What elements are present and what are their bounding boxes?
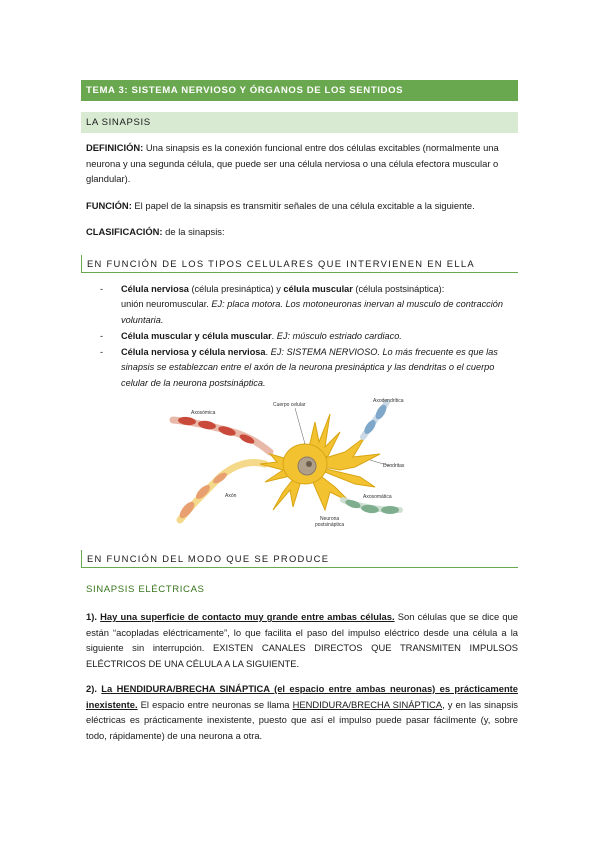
section-heading-cell-types: EN FUNCIÓN DE LOS TIPOS CELULARES QUE INTERVIENEN EN ELLA xyxy=(81,255,518,273)
item-text-2: (célula postsináptica): xyxy=(352,284,445,294)
postsynaptic-neuron xyxy=(260,414,380,510)
section-heading-mode: EN FUNCIÓN DEL MODO QUE SE PRODUCE xyxy=(81,550,518,568)
label-axon: Axón xyxy=(225,493,237,499)
definition-label: DEFINICIÓN: xyxy=(86,142,144,153)
bullet-dash: - xyxy=(100,284,104,294)
axon-left xyxy=(177,463,265,521)
label-postsynaptic-2: postsináptica xyxy=(315,522,345,528)
list-item xyxy=(100,345,518,391)
red-presynaptic-axon xyxy=(173,416,270,452)
item-bold-1: Célula nerviosa y célula nerviosa xyxy=(121,347,266,358)
label-dendrites: Dendritas xyxy=(383,463,405,469)
bullet-dash: - xyxy=(100,347,104,358)
label-axodendritic: Axodendrítica xyxy=(373,398,404,404)
subtopic-banner: LA SINAPSIS xyxy=(81,112,518,133)
item-bold-1: Célula muscular y célula muscular xyxy=(121,330,272,341)
point-2-text-2: , y en las sinapsis eléctricas es prácticamente inexistente, puesto que así el impulso puede pasar fácilmente (y, sobre todo, rápidamente) de una neurona a otra. xyxy=(86,698,518,741)
item-text-3: unión neuromuscular. xyxy=(121,299,212,310)
electrical-point-2 xyxy=(86,681,518,743)
item-text-1: (célula presináptica) y xyxy=(188,284,284,294)
function-paragraph xyxy=(86,198,518,214)
point-1-number: 1). xyxy=(86,611,101,622)
definition-text: Una sinapsis es la conexión funcional entre dos células excitables (normalmente una neurona y una segunda célula, que puede ser una célula nerviosa o una célula efectora muscular o glandular). xyxy=(86,142,499,184)
electrical-synapse-heading: SINAPSIS ELÉCTRICAS xyxy=(86,584,205,595)
blue-axodendritic-axon xyxy=(362,402,388,437)
item-text-1: . xyxy=(271,330,277,341)
point-1-text: Son células que se dice que están “acopladas eléctricamente”, lo que facilita el paso del impulso eléctrico desde una célula a la siguiente sin interrupción. EXISTEN CANALES DIRECTOS QUE TRANSMITEN IMPULSOS ELÉCTRICOS DE UNA CÉLULA A LA SIGUIENTE. xyxy=(86,611,518,669)
synapse-diagram xyxy=(165,392,440,532)
point-2-number: 2). xyxy=(86,683,102,694)
point-1-underlined: Hay una superficie de contacto muy grande entre ambas células. xyxy=(100,611,395,622)
list-item xyxy=(100,329,518,344)
label-axosomatic-top: Axosómica xyxy=(191,410,216,416)
item-example: EJ: placa motora. Los motoneuronas inervan al musculo de contracción voluntaria. xyxy=(121,299,504,325)
cell-type-list xyxy=(100,282,518,391)
classification-label: CLASIFICACIÓN: xyxy=(86,226,163,237)
topic-title-banner: TEMA 3: SISTEMA NERVIOSO Y ÓRGANOS DE LOS SENTIDOS xyxy=(81,80,518,101)
green-axosomatic-axon xyxy=(343,498,400,514)
bullet-dash: - xyxy=(100,330,104,341)
definition-paragraph xyxy=(86,140,518,187)
label-axosomatic: Axosomática xyxy=(363,494,392,500)
classification-text: de la sinapsis: xyxy=(162,226,225,237)
function-text: El papel de la sinapsis es transmitir señales de una célula excitable a la siguiente. xyxy=(131,200,475,211)
point-2-text-1: El espacio entre neuronas se llama xyxy=(137,698,293,710)
classification-paragraph xyxy=(86,224,518,240)
item-example: EJ: músculo estriado cardiaco. xyxy=(276,330,402,341)
point-2-underlined: La HENDIDURA/BRECHA SINÁPTICA (el espacio entre ambas neuronas) es prácticamente inexistente. xyxy=(86,683,519,710)
point-2-underlined-2: HENDIDURA/BRECHA SINÁPTICA xyxy=(292,698,443,710)
item-example: EJ: SISTEMA NERVIOSO. Lo más frecuente es que las sinapsis se establezcan entre el axón de la neurona presináptica y las dendritas o el cuerpo celular de la neurona postsináptica. xyxy=(121,347,498,388)
label-postsynaptic-1: Neurona xyxy=(320,516,340,522)
label-cell-body: Cuerpo celular xyxy=(273,402,306,408)
item-bold-2: célula muscular xyxy=(283,284,353,294)
function-label: FUNCIÓN: xyxy=(86,200,132,211)
electrical-point-1 xyxy=(86,609,518,671)
item-text-1: . xyxy=(265,347,271,358)
item-bold-1: Célula nerviosa xyxy=(121,284,189,294)
list-item xyxy=(100,282,518,328)
